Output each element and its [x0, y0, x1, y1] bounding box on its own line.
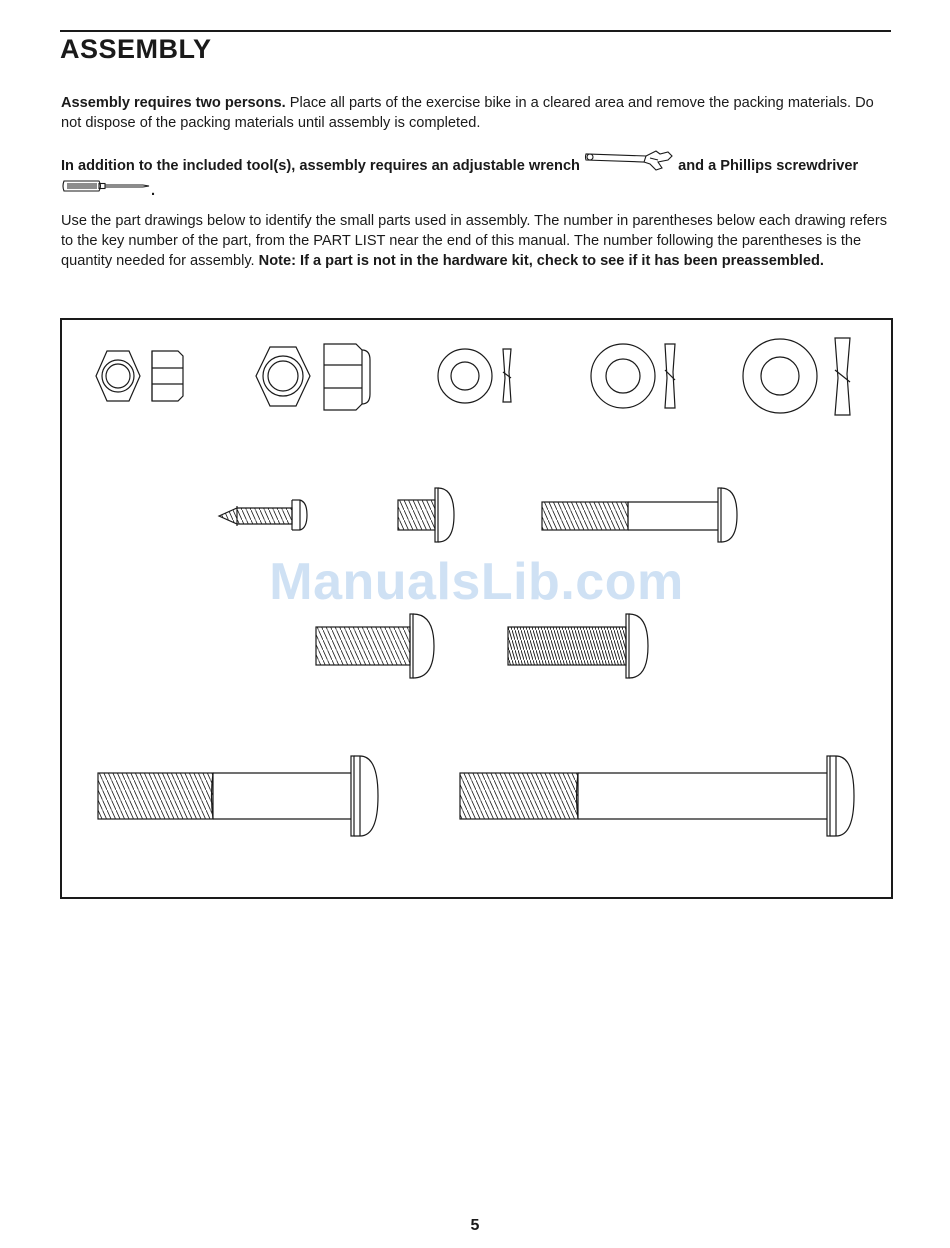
header-rule — [60, 30, 891, 32]
phillips-screwdriver-icon — [61, 178, 151, 200]
medium-bolt-icon — [316, 614, 434, 678]
tools-text-3: . — [151, 182, 156, 199]
tools-text-1: In addition to the included tool(s), assembly requires an adjustable wrench — [61, 157, 580, 174]
instructions-note: Note: If a part is not in the hardware kit, check to see if it has been preassembled. — [258, 253, 824, 269]
short-bolt-icon — [398, 488, 454, 542]
instructions-text: Use the part drawings below to identify the small parts used in assembly. The number in parentheses below each drawing refers to the key number of the part, from the PART LIST near the end of this manual. The number following the parentheses is the quantity needed for assembly. — [61, 213, 888, 269]
locknut-large-icon — [256, 344, 370, 410]
split-washer-medium-icon — [591, 344, 675, 408]
split-washer-small-icon — [438, 349, 511, 403]
adjustable-wrench-icon — [584, 150, 674, 178]
intro-rest: Place all parts of the exercise bike in a cleared area and remove the packing materials. Do not dispose of the packing materials until assembly is completed. — [61, 95, 874, 131]
small-screw-icon — [219, 500, 307, 530]
watermark: ManualsLib.com — [269, 553, 684, 611]
locknut-small-icon — [96, 351, 183, 401]
tools-paragraph — [61, 152, 893, 202]
longest-bolt-icon — [460, 756, 854, 836]
intro-paragraph — [61, 93, 893, 133]
long-bolt-icon — [98, 756, 378, 836]
intro-lead: Assembly requires two persons. — [61, 95, 286, 111]
instructions-paragraph — [61, 211, 893, 271]
parts-drawing-box — [60, 318, 893, 899]
long-shoulder-bolt-icon — [542, 488, 737, 542]
split-washer-large-icon — [743, 338, 850, 415]
page-number: 5 — [470, 1217, 480, 1234]
page-title: ASSEMBLY — [60, 34, 212, 64]
medium-bolt-dense-icon — [508, 614, 648, 678]
tools-text-2: and a Phillips screwdriver — [674, 157, 859, 174]
